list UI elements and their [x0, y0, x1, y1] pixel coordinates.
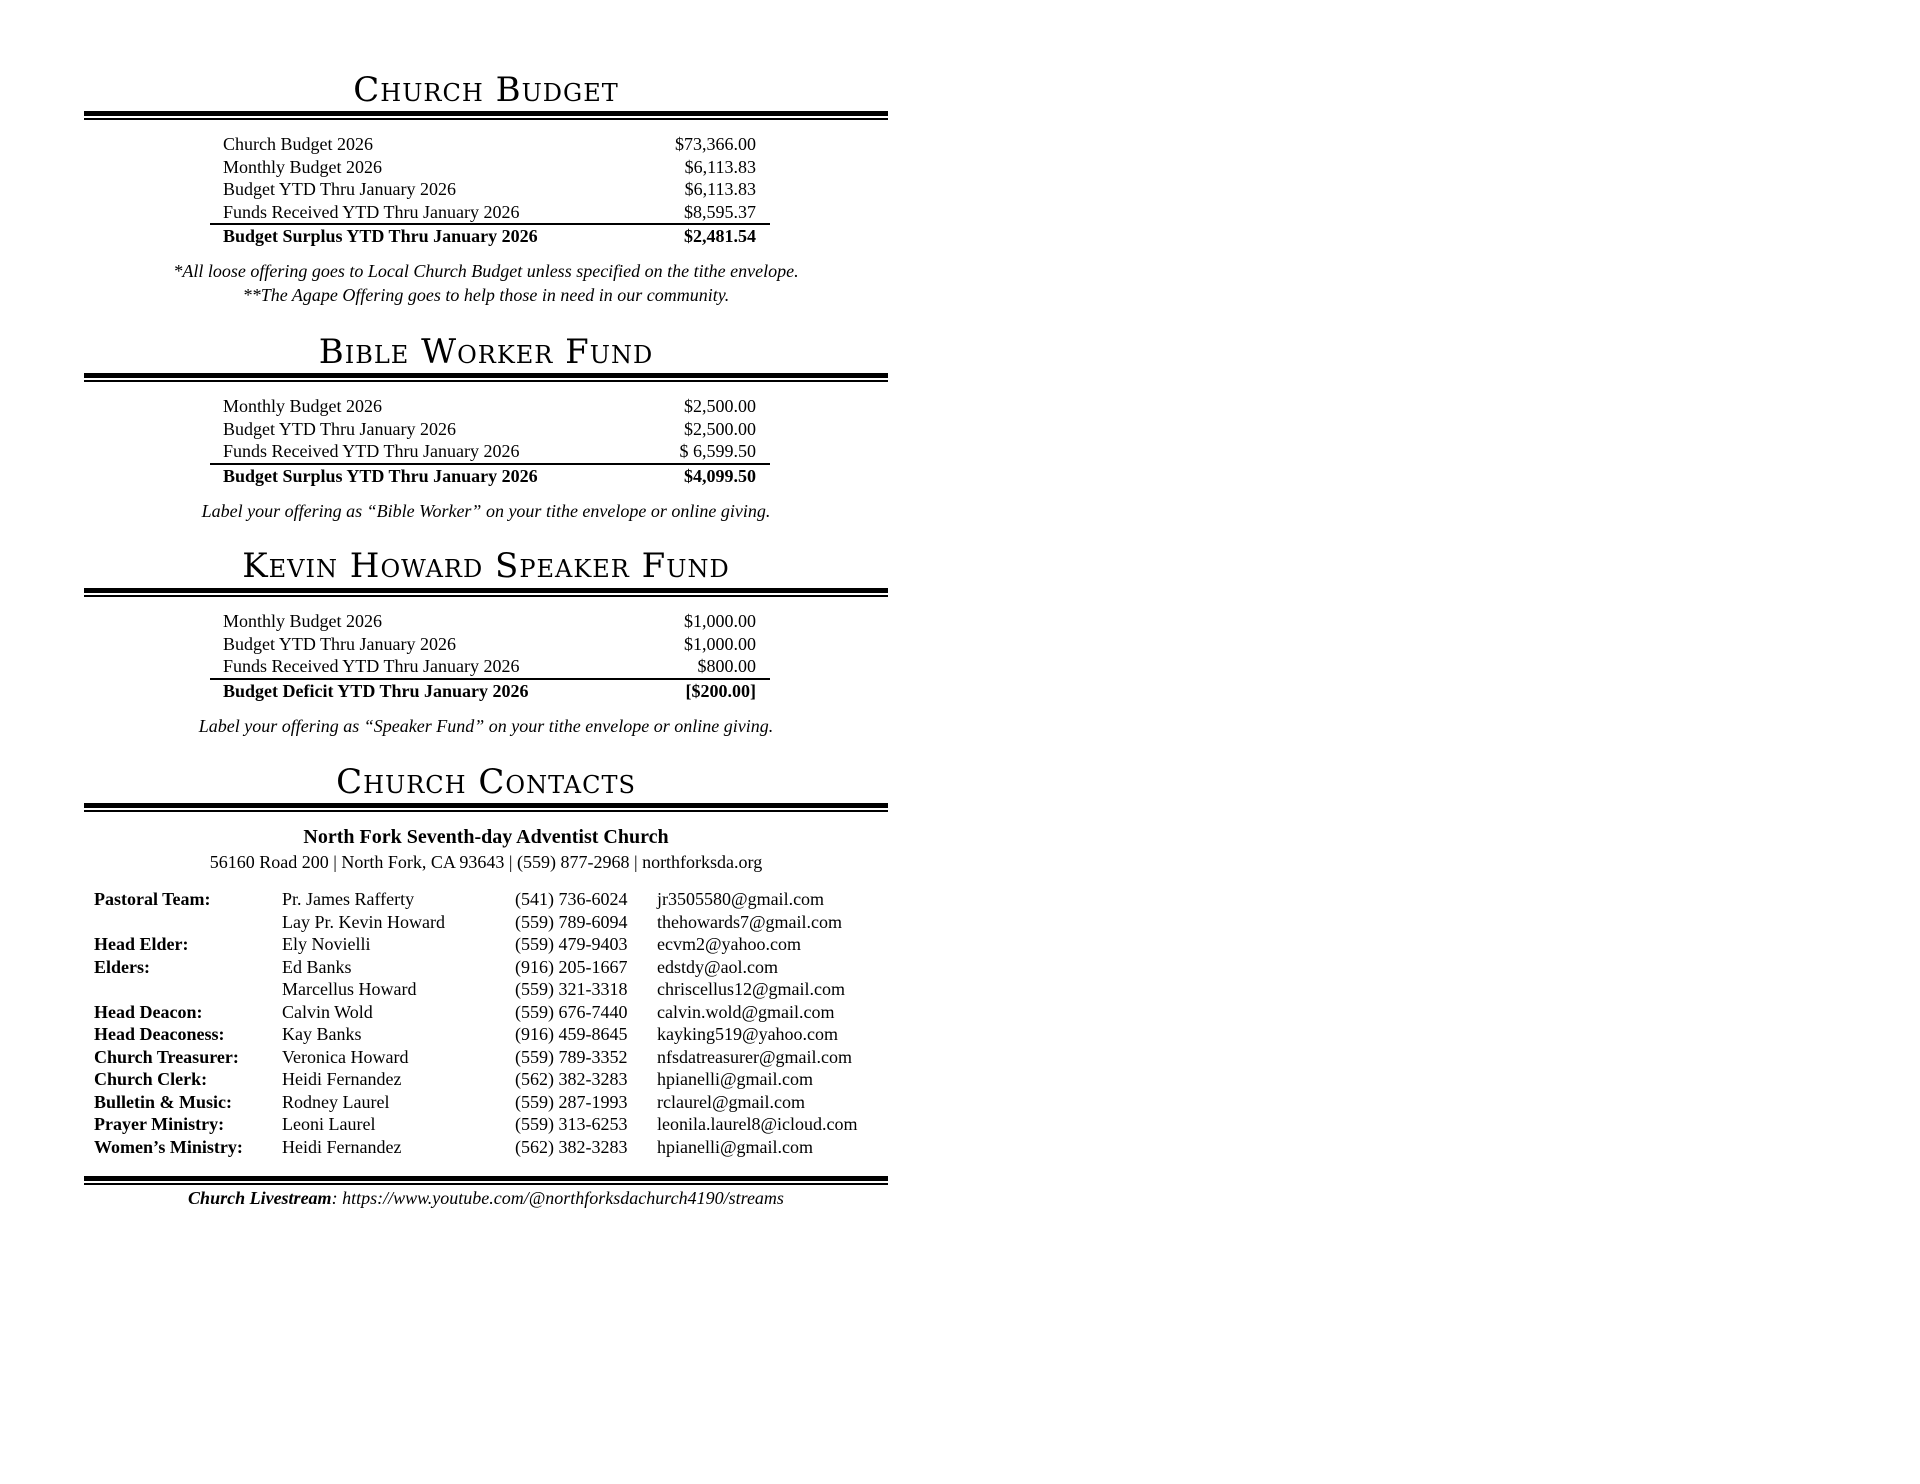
contact-phone: (916) 459-8645: [515, 1024, 628, 1044]
bible-worker-fund-title: Bible Worker Fund: [318, 332, 654, 372]
row-label: Monthly Budget 2026: [223, 156, 383, 177]
contact-name: Calvin Wold: [282, 1001, 373, 1022]
total-amount: $2,481.54: [684, 226, 756, 246]
contact-role: Prayer Ministry:: [94, 1114, 225, 1134]
contact-name: Heidi Fernandez: [282, 1069, 402, 1089]
speaker-fund-table: [210, 610, 770, 702]
livestream-separator: :: [331, 1188, 338, 1208]
row-label: Monthly Budget 2026: [223, 396, 383, 416]
row-label: Funds Received YTD Thru January 2026: [223, 201, 520, 222]
row-amount: $8,595.37: [684, 201, 756, 222]
section-divider: [84, 588, 888, 593]
budget-row: [210, 633, 770, 656]
row-amount: $6,113.83: [684, 179, 756, 199]
section-divider: [84, 803, 888, 808]
row-amount: $73,366.00: [675, 134, 756, 154]
contact-email[interactable]: thehowards7@gmail.com: [657, 911, 843, 932]
contact-row: [94, 1023, 894, 1046]
contact-name: Lay Pr. Kevin Howard: [282, 911, 445, 932]
contact-role: Head Elder:: [94, 934, 189, 954]
section-divider: [84, 373, 888, 378]
contact-role: [94, 978, 282, 1001]
row-amount: $2,500.00: [684, 396, 756, 416]
church-budget-title: Church Budget: [353, 70, 619, 110]
contact-email[interactable]: rclaurel@gmail.com: [657, 1091, 806, 1112]
contact-role: Pastoral Team:: [94, 889, 211, 909]
livestream-url[interactable]: https://www.youtube.com/@northforksdachurch4190/streams: [342, 1188, 784, 1208]
contact-phone: (562) 382-3283: [515, 1069, 628, 1089]
contact-email[interactable]: hpianelli@gmail.com: [657, 1136, 814, 1157]
church-address: 56160 Road 200 | North Fork, CA 93643 | (559) 877-2968 | northforksda.org: [209, 852, 763, 872]
contact-row: [94, 888, 894, 911]
row-label: Church Budget 2026: [223, 134, 373, 154]
contact-name: Kay Banks: [282, 1024, 362, 1044]
row-label: Budget YTD Thru January 2026: [223, 633, 456, 654]
contact-row: [94, 933, 894, 956]
church-budget-table: [210, 133, 770, 248]
bible-worker-note: Label your offering as “Bible Worker” on your tithe envelope or online giving.: [201, 501, 771, 521]
contact-role: Church Treasurer:: [94, 1046, 239, 1067]
budget-row: [210, 418, 770, 441]
budget-row: [210, 655, 770, 678]
bulletin-panel: [0, 0, 900, 1484]
row-amount: $2,500.00: [684, 418, 756, 439]
row-amount: $6,113.83: [684, 156, 756, 177]
livestream-label: Church Livestream: [188, 1188, 332, 1208]
row-label: Monthly Budget 2026: [223, 611, 383, 631]
row-amount: $ 6,599.50: [679, 441, 756, 461]
contact-name: Leoni Laurel: [282, 1114, 376, 1134]
contact-name: Pr. James Rafferty: [282, 889, 415, 909]
contact-phone: (559) 479-9403: [515, 934, 628, 954]
contact-email[interactable]: chriscellus12@gmail.com: [657, 979, 846, 999]
contact-phone: (559) 313-6253: [515, 1114, 628, 1134]
contact-row: [94, 1068, 894, 1091]
budget-total-row: [210, 678, 770, 703]
row-label: Funds Received YTD Thru January 2026: [223, 441, 520, 461]
contact-email[interactable]: kayking519@yahoo.com: [657, 1024, 839, 1044]
contact-role: Women’s Ministry:: [94, 1136, 243, 1157]
contact-list: [94, 888, 894, 1158]
contact-phone: (541) 736-6024: [515, 889, 628, 909]
loose-offering-note: *All loose offering goes to Local Church Budget unless specified on the tithe envelope.: [173, 261, 799, 281]
church-contacts-title: Church Contacts: [336, 762, 636, 802]
contact-row: [94, 956, 894, 979]
contact-name: Ed Banks: [282, 956, 352, 977]
contact-email[interactable]: ecvm2@yahoo.com: [657, 934, 802, 954]
contact-email[interactable]: hpianelli@gmail.com: [657, 1069, 814, 1089]
contact-name: Ely Novielli: [282, 934, 371, 954]
budget-row: [210, 201, 770, 224]
speaker-fund-note: Label your offering as “Speaker Fund” on your tithe envelope or online giving.: [198, 716, 774, 736]
budget-row: [210, 395, 770, 418]
contact-role: Elders:: [94, 956, 150, 977]
contact-email[interactable]: jr3505580@gmail.com: [657, 889, 825, 909]
budget-total-row: [210, 223, 770, 248]
contact-phone: (562) 382-3283: [515, 1136, 628, 1157]
speaker-fund-title: Kevin Howard Speaker Fund: [242, 546, 730, 586]
contact-row: [94, 1091, 894, 1114]
contact-name: Marcellus Howard: [282, 979, 417, 999]
budget-row: [210, 178, 770, 201]
contact-phone: (559) 676-7440: [515, 1001, 628, 1022]
livestream-line: [84, 1186, 888, 1210]
row-amount: $1,000.00: [684, 611, 756, 631]
contact-role: Church Clerk:: [94, 1069, 208, 1089]
total-label: Budget Surplus YTD Thru January 2026: [223, 226, 538, 246]
section-divider: [84, 1176, 888, 1181]
budget-total-row: [210, 463, 770, 488]
contact-row: [94, 978, 894, 1001]
contact-email[interactable]: edstdy@aol.com: [657, 956, 779, 977]
row-label: Budget YTD Thru January 2026: [223, 179, 456, 199]
total-label: Budget Deficit YTD Thru January 2026: [223, 680, 529, 701]
bible-worker-table: [210, 395, 770, 487]
contact-row: [94, 1046, 894, 1069]
contact-row: [94, 1001, 894, 1024]
budget-row: [210, 440, 770, 463]
contact-phone: (559) 321-3318: [515, 979, 628, 999]
contact-phone: (559) 287-1993: [515, 1091, 628, 1112]
row-amount: $800.00: [697, 656, 756, 676]
contact-name: Rodney Laurel: [282, 1091, 390, 1112]
contact-role: Bulletin & Music:: [94, 1091, 232, 1112]
contact-email[interactable]: leonila.laurel8@icloud.com: [657, 1114, 858, 1134]
budget-row: [210, 156, 770, 179]
church-name: North Fork Seventh-day Adventist Church: [303, 826, 669, 848]
contact-phone: (916) 205-1667: [515, 956, 628, 977]
contact-role: Head Deacon:: [94, 1001, 203, 1022]
row-amount: $1,000.00: [684, 633, 756, 654]
contact-role: [94, 911, 282, 934]
budget-row: [210, 133, 770, 156]
contact-role: Head Deaconess:: [94, 1024, 225, 1044]
contact-row: [94, 1136, 894, 1159]
section-divider: [84, 111, 888, 116]
contact-name: Heidi Fernandez: [282, 1136, 402, 1157]
row-label: Budget YTD Thru January 2026: [223, 418, 456, 439]
contact-row: [94, 911, 894, 934]
contact-phone: (559) 789-3352: [515, 1046, 628, 1067]
total-amount: [$200.00]: [685, 680, 756, 701]
contact-email[interactable]: nfsdatreasurer@gmail.com: [657, 1046, 853, 1067]
agape-offering-note: **The Agape Offering goes to help those in need in our community.: [242, 285, 730, 305]
total-label: Budget Surplus YTD Thru January 2026: [223, 465, 538, 486]
budget-row: [210, 610, 770, 633]
contact-name: Veronica Howard: [282, 1046, 409, 1067]
contact-phone: (559) 789-6094: [515, 911, 628, 932]
total-amount: $4,099.50: [684, 465, 756, 486]
row-label: Funds Received YTD Thru January 2026: [223, 656, 520, 676]
contact-email[interactable]: calvin.wold@gmail.com: [657, 1001, 835, 1022]
contact-row: [94, 1113, 894, 1136]
church-header: [84, 824, 888, 874]
